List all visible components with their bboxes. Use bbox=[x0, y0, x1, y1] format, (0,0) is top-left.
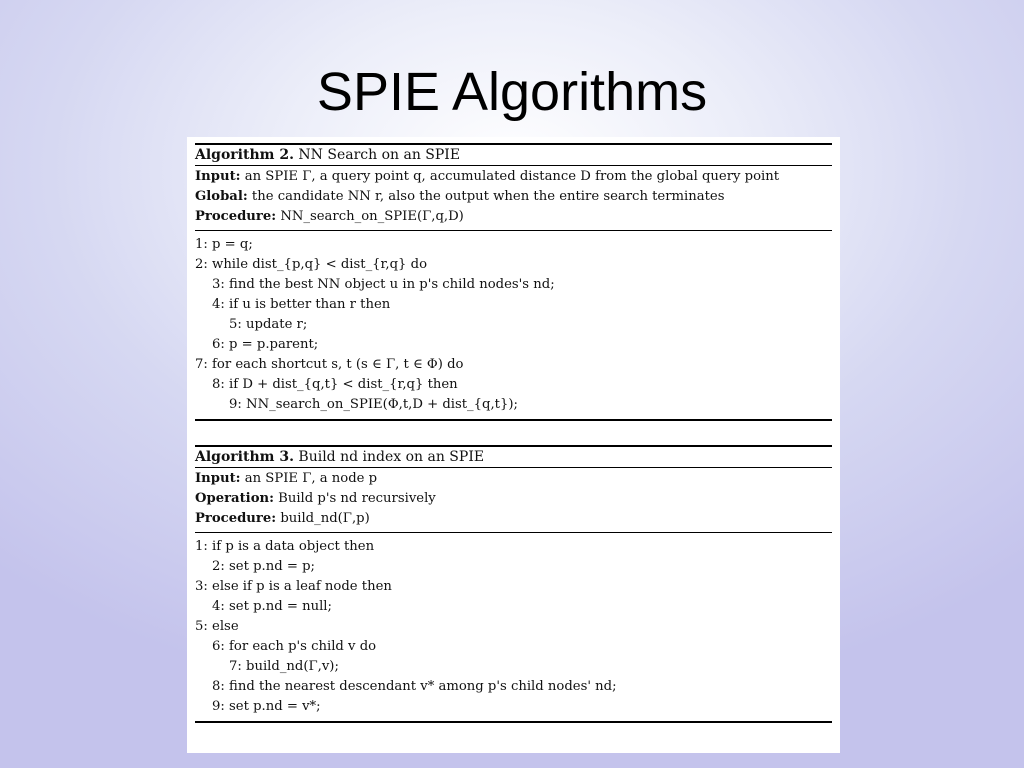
alg2-step-4: 4: if u is better than r then bbox=[212, 297, 391, 312]
alg2-step-2: 2: while dist_{p,q} < dist_{r,q} do bbox=[195, 257, 428, 272]
alg2-step-8: 8: if D + dist_{q,t} < dist_{r,q} then bbox=[212, 377, 458, 392]
global-text: the candidate NN r, also the output when the entire search terminates bbox=[251, 189, 725, 204]
input-label: Input: bbox=[195, 471, 241, 486]
procedure-label: Procedure: bbox=[195, 209, 277, 224]
alg3-step-4: 4: set p.nd = null; bbox=[212, 599, 332, 614]
algorithm-gap bbox=[195, 421, 832, 445]
procedure-line bbox=[195, 509, 832, 529]
algorithm-3-caption bbox=[195, 447, 832, 467]
algorithm-3 bbox=[195, 445, 832, 723]
alg3-step-2: 2: set p.nd = p; bbox=[212, 559, 315, 574]
input-text: an SPIE Γ, a node p bbox=[244, 471, 378, 486]
procedure-text: build_nd(Γ,p) bbox=[280, 511, 370, 526]
alg2-step-7: 7: for each shortcut s, t (s ∈ Γ, t ∈ Φ) do bbox=[195, 357, 464, 372]
algorithm-2 bbox=[195, 143, 832, 421]
input-label: Input: bbox=[195, 169, 241, 184]
procedure-label: Procedure: bbox=[195, 511, 277, 526]
algorithm-2-header bbox=[195, 166, 832, 230]
global-line bbox=[195, 187, 832, 207]
alg2-step-5: 5: update r; bbox=[229, 317, 308, 332]
procedure-line bbox=[195, 207, 832, 227]
caption-text: Build nd index on an SPIE bbox=[298, 449, 485, 465]
algorithm-2-caption bbox=[195, 145, 832, 165]
bottom-rule bbox=[195, 721, 832, 723]
operation-label: Operation: bbox=[195, 491, 274, 506]
operation-text: Build p's nd recursively bbox=[278, 491, 436, 506]
procedure-text: NN_search_on_SPIE(Γ,q,D) bbox=[280, 209, 464, 224]
algorithm-3-steps bbox=[195, 533, 832, 717]
slide-title: SPIE Algorithms bbox=[316, 62, 708, 122]
alg3-step-5: 5: else bbox=[195, 619, 239, 634]
caption-label: Algorithm 3. bbox=[195, 449, 294, 465]
global-label: Global: bbox=[195, 189, 248, 204]
alg3-step-9: 9: set p.nd = v*; bbox=[212, 699, 321, 714]
alg3-step-7: 7: build_nd(Γ,v); bbox=[229, 659, 339, 674]
algorithm-2-steps bbox=[195, 231, 832, 415]
alg2-step-1: 1: p = q; bbox=[195, 237, 253, 252]
algorithms-image bbox=[187, 137, 840, 753]
alg2-step-6: 6: p = p.parent; bbox=[212, 337, 319, 352]
alg2-step-9: 9: NN_search_on_SPIE(Φ,t,D + dist_{q,t}); bbox=[229, 397, 518, 412]
bottom-rule bbox=[195, 419, 832, 421]
input-line bbox=[195, 469, 832, 489]
input-text: an SPIE Γ, a query point q, accumulated distance D from the global query point bbox=[244, 169, 780, 184]
alg3-step-1: 1: if p is a data object then bbox=[195, 539, 375, 554]
alg2-step-3: 3: find the best NN object u in p's child nodes's nd; bbox=[212, 277, 555, 292]
alg3-step-8: 8: find the nearest descendant v* among p's child nodes' nd; bbox=[212, 679, 617, 694]
operation-line bbox=[195, 489, 832, 509]
caption-label: Algorithm 2. bbox=[195, 147, 294, 163]
alg3-step-6: 6: for each p's child v do bbox=[212, 639, 377, 654]
alg3-step-3: 3: else if p is a leaf node then bbox=[195, 579, 392, 594]
input-line bbox=[195, 167, 832, 187]
caption-text: NN Search on an SPIE bbox=[298, 147, 461, 163]
algorithm-3-header bbox=[195, 468, 832, 532]
